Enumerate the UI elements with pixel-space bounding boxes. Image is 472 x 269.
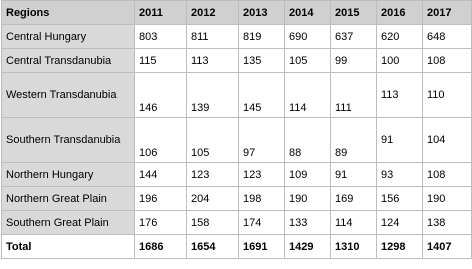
value-cell: 111 [331, 73, 377, 118]
total-value-cell: 1654 [187, 235, 239, 259]
value-cell: 113 [187, 49, 239, 73]
region-cell: Central Hungary [2, 25, 135, 49]
region-cell: Northern Great Plain [2, 187, 135, 211]
column-header-2016: 2016 [377, 1, 423, 25]
column-header-2015: 2015 [331, 1, 377, 25]
value-cell: 648 [423, 25, 472, 49]
total-value-cell: 1429 [285, 235, 331, 259]
region-cell: Southern Transdanubia [2, 118, 135, 163]
header-row [2, 1, 472, 25]
value-cell: 190 [423, 187, 472, 211]
column-header-2011: 2011 [135, 1, 187, 25]
value-cell: 114 [331, 211, 377, 235]
value-cell: 146 [135, 73, 187, 118]
value-cell: 106 [135, 118, 187, 163]
column-header-2012: 2012 [187, 1, 239, 25]
value-cell: 637 [331, 25, 377, 49]
value-cell: 139 [187, 73, 239, 118]
column-header-2013: 2013 [239, 1, 285, 25]
value-cell: 176 [135, 211, 187, 235]
value-cell: 93 [377, 163, 423, 187]
value-cell: 169 [331, 187, 377, 211]
value-cell: 145 [239, 73, 285, 118]
value-cell: 91 [377, 118, 423, 163]
region-cell: Western Transdanubia [2, 73, 135, 118]
value-cell: 811 [187, 25, 239, 49]
value-cell: 196 [135, 187, 187, 211]
value-cell: 105 [187, 118, 239, 163]
value-cell: 190 [285, 187, 331, 211]
value-cell: 158 [187, 211, 239, 235]
table-row [2, 211, 472, 235]
value-cell: 88 [285, 118, 331, 163]
region-cell: Southern Great Plain [2, 211, 135, 235]
total-value-cell: 1691 [239, 235, 285, 259]
table-row [2, 49, 472, 73]
value-cell: 803 [135, 25, 187, 49]
value-cell: 99 [331, 49, 377, 73]
value-cell: 144 [135, 163, 187, 187]
value-cell: 100 [377, 49, 423, 73]
table-row [2, 73, 472, 118]
value-cell: 113 [377, 73, 423, 118]
value-cell: 109 [285, 163, 331, 187]
value-cell: 91 [331, 163, 377, 187]
value-cell: 690 [285, 25, 331, 49]
value-cell: 108 [423, 49, 472, 73]
column-header-regions: Regions [2, 1, 135, 25]
value-cell: 620 [377, 25, 423, 49]
value-cell: 115 [135, 49, 187, 73]
table-row [2, 118, 472, 163]
total-value-cell: 1686 [135, 235, 187, 259]
regions-table [1, 0, 472, 259]
value-cell: 97 [239, 118, 285, 163]
value-cell: 114 [285, 73, 331, 118]
value-cell: 133 [285, 211, 331, 235]
value-cell: 174 [239, 211, 285, 235]
value-cell: 156 [377, 187, 423, 211]
table-row [2, 163, 472, 187]
value-cell: 123 [239, 163, 285, 187]
region-cell: Northern Hungary [2, 163, 135, 187]
region-cell: Central Transdanubia [2, 49, 135, 73]
total-value-cell: 1310 [331, 235, 377, 259]
column-header-2014: 2014 [285, 1, 331, 25]
value-cell: 135 [239, 49, 285, 73]
value-cell: 138 [423, 211, 472, 235]
column-header-2017: 2017 [423, 1, 472, 25]
value-cell: 198 [239, 187, 285, 211]
total-value-cell: 1298 [377, 235, 423, 259]
value-cell: 105 [285, 49, 331, 73]
table-row [2, 187, 472, 211]
value-cell: 123 [187, 163, 239, 187]
value-cell: 204 [187, 187, 239, 211]
value-cell: 108 [423, 163, 472, 187]
value-cell: 819 [239, 25, 285, 49]
table-row [2, 25, 472, 49]
value-cell: 124 [377, 211, 423, 235]
value-cell: 110 [423, 73, 472, 118]
value-cell: 104 [423, 118, 472, 163]
value-cell: 89 [331, 118, 377, 163]
total-row [2, 235, 472, 259]
total-value-cell: 1407 [423, 235, 472, 259]
total-label: Total [2, 235, 135, 259]
